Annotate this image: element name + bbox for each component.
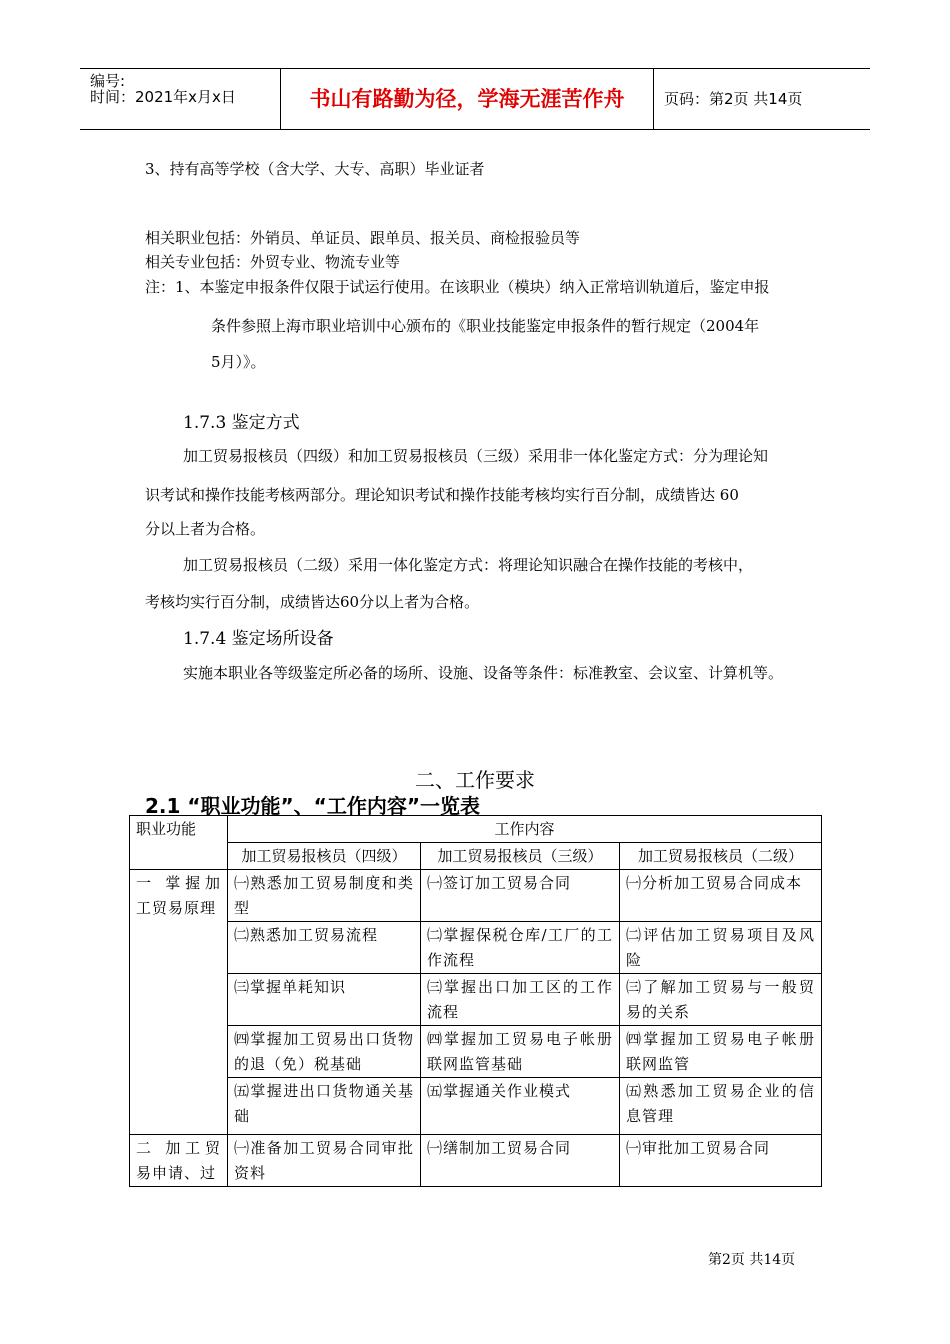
table-cell: ㈠缮制加工贸易合同 (421, 1135, 620, 1187)
table-cell: ㈡评估加工贸易项目及风险 (620, 922, 822, 974)
p173b-line-1: 加工贸易报核员（二级）采用一体化鉴定方式：将理论知识融合在操作技能的考核中， (183, 556, 754, 574)
level-4-header: 加工贸易报核员（四级） (228, 843, 421, 870)
level-2-header: 加工贸易报核员（二级） (620, 843, 822, 870)
note-line-3: 5月）》。 (211, 353, 266, 371)
note-line-2: 条件参照上海市职业培训中心颁布的《职业技能鉴定申报条件的暂行规定（2004年 (211, 317, 760, 335)
table-row (130, 1135, 822, 1187)
function-cell: 二 加工贸易申请、过 (130, 1135, 228, 1187)
table-cell: ㈡掌握保税仓库/工厂的工作流程 (421, 922, 620, 974)
table-cell: ㈤熟悉加工贸易企业的信息管理 (620, 1078, 822, 1135)
header-page-code: 页码：第2页 共14页 (664, 90, 803, 108)
table-level-row (130, 843, 822, 870)
table-cell: ㈠熟悉加工贸易制度和类型 (228, 870, 421, 922)
table-row (130, 870, 822, 922)
note-line-1: 注：1、本鉴定申报条件仅限于试运行使用。在该职业（模块）纳入正常培训轨道后，鉴定申报 (145, 278, 770, 296)
col-content-header: 工作内容 (228, 816, 822, 843)
table-cell: ㈤掌握进出口货物通关基础 (228, 1078, 421, 1135)
level-3-header: 加工贸易报核员（三级） (421, 843, 620, 870)
table-row (130, 1078, 822, 1135)
p173a-line-1: 加工贸易报核员（四级）和加工贸易报核员（三级）采用非一体化鉴定方式：分为理论知 (183, 447, 769, 465)
table-cell: ㈤掌握通关作业模式 (421, 1078, 620, 1135)
table-cell: ㈠签订加工贸易合同 (421, 870, 620, 922)
table-row (130, 1026, 822, 1078)
table-row (130, 922, 822, 974)
p173b-line-2: 考核均实行百分制，成绩皆达60分以上者为合格。 (145, 593, 480, 611)
heading-1-7-3: 1.7.3 鉴定方式 (183, 413, 300, 433)
p173a-line-2: 识考试和操作技能考核两部分。理论知识考试和操作技能考核均实行百分制，成绩皆达 60 (145, 486, 739, 504)
table-header-row (130, 816, 822, 843)
page-footer: 第2页 共14页 (708, 1252, 796, 1268)
table-cell: ㈣掌握加工贸易电子帐册联网监管 (620, 1026, 822, 1078)
page-header (80, 68, 870, 130)
related-jobs: 相关职业包括：外销员、单证员、跟单员、报关员、商检报验员等 (145, 229, 581, 247)
table-title: 2.1 “职业功能”、“工作内容”一览表 (145, 794, 480, 818)
table-cell: ㈡熟悉加工贸易流程 (228, 922, 421, 974)
p173a-line-3: 分以上者为合格。 (145, 520, 266, 538)
work-content-table (129, 815, 822, 1187)
table-cell: ㈠准备加工贸易合同审批资料 (228, 1135, 421, 1187)
heading-1-7-4: 1.7.4 鉴定场所设备 (183, 629, 334, 649)
col-function-header: 职业功能 (130, 816, 228, 870)
table-cell: ㈢掌握出口加工区的工作流程 (421, 974, 620, 1026)
table-cell: ㈣掌握加工贸易出口货物的退（免）税基础 (228, 1026, 421, 1078)
header-motto: 书山有路勤为径，学海无涯苦作舟 (281, 69, 654, 129)
table-cell: ㈠审批加工贸易合同 (620, 1135, 822, 1187)
section-title: 二、工作要求 (415, 768, 535, 792)
number-label: 编号: (90, 72, 126, 90)
related-majors: 相关专业包括：外贸专业、物流专业等 (145, 253, 401, 271)
table-cell: ㈠分析加工贸易合同成本 (620, 870, 822, 922)
table-row (130, 974, 822, 1026)
condition-3: 3、持有高等学校（含大学、大专、高职）毕业证者 (145, 160, 485, 178)
table-cell: ㈢了解加工贸易与一般贸易的关系 (620, 974, 822, 1026)
table-cell: ㈢掌握单耗知识 (228, 974, 421, 1026)
time-label: 时间：2021年x月x日 (90, 88, 236, 106)
table-cell: ㈣掌握加工贸易电子帐册联网监管基础 (421, 1026, 620, 1078)
header-meta (80, 69, 281, 129)
function-cell: 一 掌握加工贸易原理 (130, 870, 228, 1135)
p174: 实施本职业各等级鉴定所必备的场所、设施、设备等条件：标准教室、会议室、计算机等。 (183, 664, 784, 682)
